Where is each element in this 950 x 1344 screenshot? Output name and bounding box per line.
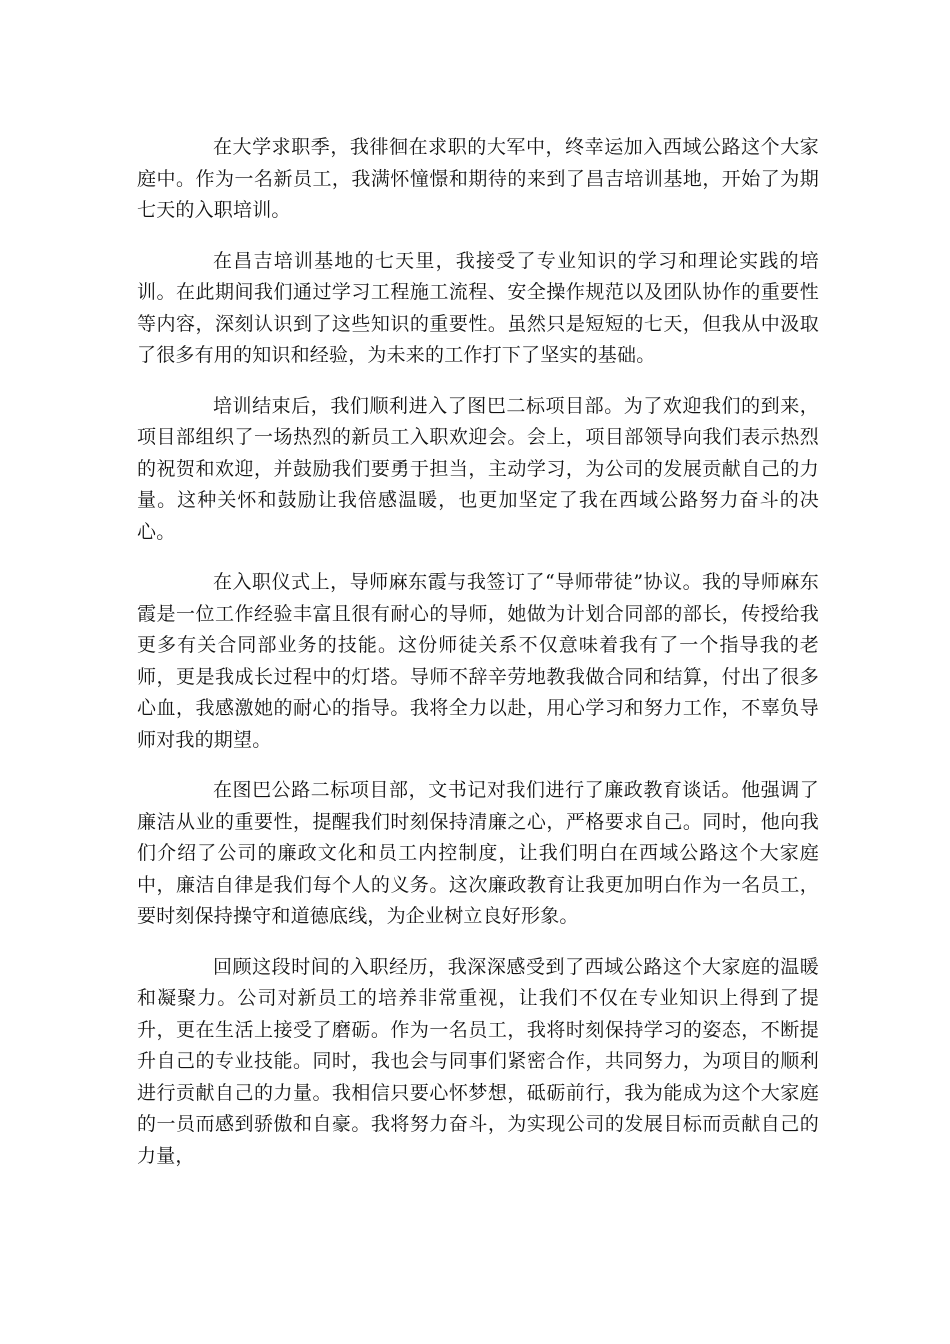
paragraph-3: 培训结束后，我们顺利进入了图巴二标项目部。为了欢迎我们的到来，项目部组织了一场热烈的新员工入职欢迎会。会上，项目部领导向我们表示热烈的祝贺和欢迎，并鼓励我们要勇于担当，主动学习，为公司的发展贡献自己的力量。这种关怀和鼓励让我倍感温暖，也更加坚定了我在西域公路努力奋斗的决心。: [137, 394, 819, 543]
paragraph-1: 在大学求职季，我徘徊在求职的大军中，终幸运加入西域公路这个大家庭中。作为一名新员工，我满怀憧憬和期待的来到了昌吉培训基地，开始了为期七天的入职培训。: [137, 136, 819, 221]
paragraph-5: 在图巴公路二标项目部，文书记对我们进行了廉政教育谈话。他强调了廉洁从业的重要性，提醒我们时刻保持清廉之心，严格要求自己。同时，他向我们介绍了公司的廉政文化和员工内控制度，让我们明白在西域公路这个大家庭中，廉洁自律是我们每个人的义务。这次廉政教育让我更加明白作为一名员工，要时刻保持操守和道德底线，为企业树立良好形象。: [137, 779, 819, 927]
paragraph-6: 回顾这段时间的入职经历，我深深感受到了西域公路这个大家庭的温暖和凝聚力。公司对新员工的培养非常重视，让我们不仅在专业知识上得到了提升，更在生活上接受了磨砺。作为一名员工，我将时刻保持学习的姿态，不断提升自己的专业技能。同时，我也会与同事们紧密合作，共同努力，为项目的顺利进行贡献自己的力量。我相信只要心怀梦想，砥砺前行，我为能成为这个大家庭的一员而感到骄傲和自豪。我将努力奋斗，为实现公司的发展目标而贡献自己的力量，: [137, 955, 819, 1167]
paragraph-4: 在入职仪式上，导师麻东霞与我签订了“导师带徒”协议。我的导师麻东霞是一位工作经验丰富且很有耐心的导师，她做为计划合同部的部长，传授给我更多有关合同部业务的技能。这份师徒关系不仅意味着我有了一个指导我的老师，更是我成长过程中的灯塔。导师不辞辛劳地教我做合同和结算，付出了很多心血，我感激她的耐心的指导。我将全力以赴，用心学习和努力工作，不辜负导师对我的期望。: [137, 571, 819, 751]
paragraph-2: 在昌吉培训基地的七天里，我接受了专业知识的学习和理论实践的培训。在此期间我们通过学习工程施工流程、安全操作规范以及团队协作的重要性等内容，深刻认识到了这些知识的重要性。虽然只是短短的七天，但我从中汲取了很多有用的知识和经验，为未来的工作打下了坚实的基础。: [137, 249, 819, 366]
document-body: [137, 132, 819, 1191]
